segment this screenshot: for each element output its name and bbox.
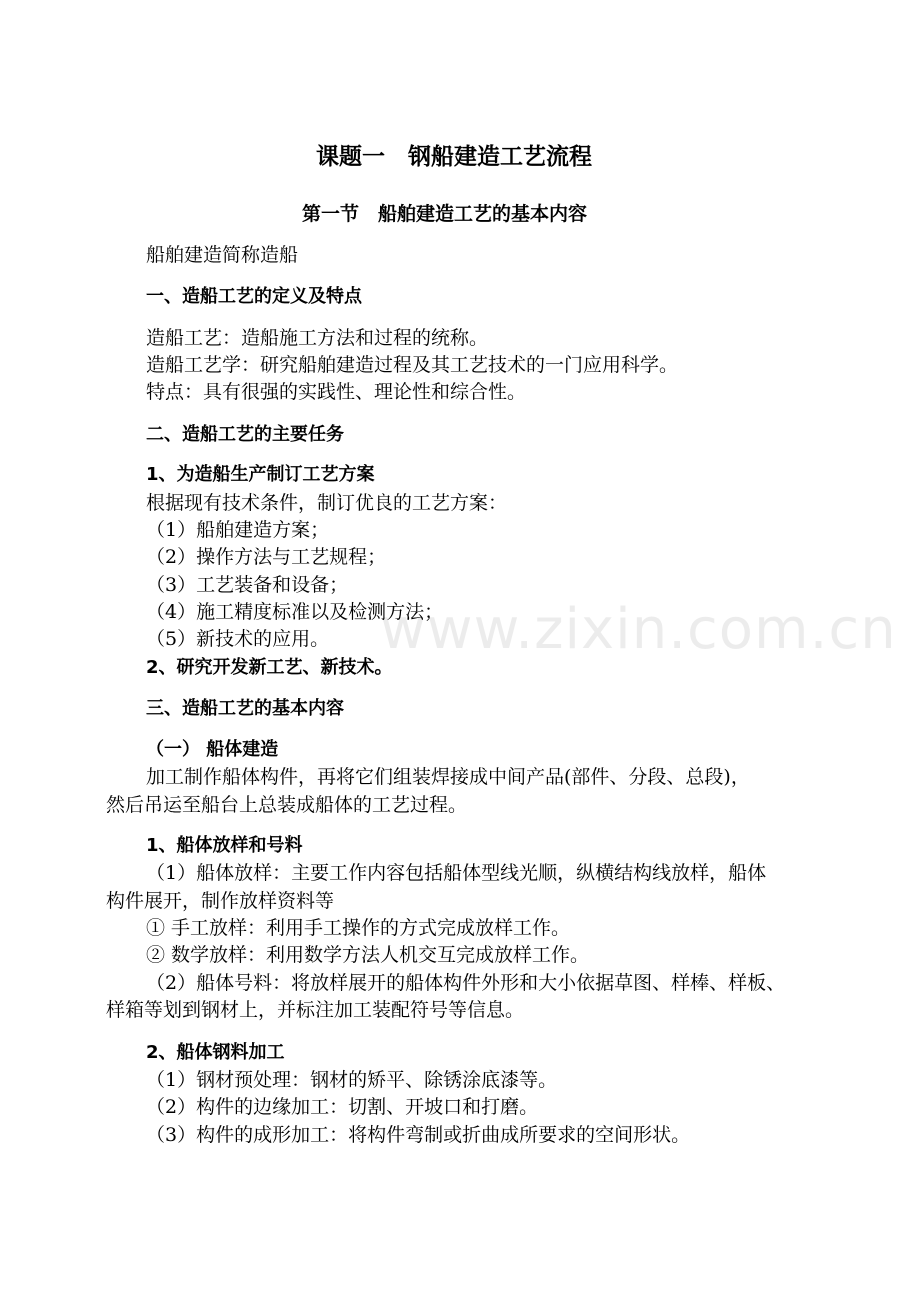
item2-line: （1）钢材预处理：钢材的矫平、除锈涂底漆等。 xyxy=(146,1069,558,1091)
task1-item: （4）施工精度标准以及检测方法； xyxy=(146,601,444,623)
item1-text: 样箱等划到钢材上，并标注加工装配符号等信息。 xyxy=(106,999,525,1021)
part3-desc-line: 然后吊运至船台上总装成船体的工艺过程。 xyxy=(106,794,468,816)
task1-item: （2）操作方法与工艺规程； xyxy=(146,546,387,568)
part1-line: 特点：具有很强的实践性、理论性和综合性。 xyxy=(146,381,527,403)
item2-line: （3）构件的成形加工：将构件弯制或折曲成所要求的空间形状。 xyxy=(146,1124,691,1146)
part3-heading: 三、造船工艺的基本内容 xyxy=(146,698,344,719)
item2-heading: 2、船体钢料加工 xyxy=(146,1042,285,1063)
item1-text: ① 手工放样：利用手工操作的方式完成放样工作。 xyxy=(146,917,571,939)
item1-text: 构件展开，制作放样资料等 xyxy=(106,890,335,912)
part1-heading: 一、造船工艺的定义及特点 xyxy=(146,286,362,307)
document-title: 课题一 钢船建造工艺流程 xyxy=(316,144,592,170)
section-title: 第一节 船舶建造工艺的基本内容 xyxy=(302,203,588,225)
task1-item: （1）船舶建造方案； xyxy=(146,519,330,541)
task2-heading: 2、研究开发新工艺、新技术。 xyxy=(146,657,393,678)
part2-heading: 二、造船工艺的主要任务 xyxy=(146,424,344,445)
task1-item: （5）新技术的应用。 xyxy=(146,628,330,650)
watermark: www.zixin.com.cn xyxy=(380,597,897,662)
part3-subheading: （一） 船体建造 xyxy=(146,739,279,760)
part1-line: 造船工艺：造船施工方法和过程的统称。 xyxy=(146,327,489,349)
part3-desc-line: 加工制作船体构件，再将它们组装焊接成中间产品(部件、分段、总段)， xyxy=(146,766,750,788)
item1-text: （2）船体号料：将放样展开的船体构件外形和大小依据草图、样棒、样板、 xyxy=(146,972,786,994)
item1-text: （1）船体放样：主要工作内容包括船体型线光顺，纵横结构线放样，船体 xyxy=(146,862,767,884)
task1-item: （3）工艺装备和设备； xyxy=(146,574,349,596)
item2-line: （2）构件的边缘加工：切割、开坡口和打磨。 xyxy=(146,1096,539,1118)
part1-line: 造船工艺学：研究船舶建造过程及其工艺技术的一门应用科学。 xyxy=(146,354,679,376)
item1-heading: 1、船体放样和号料 xyxy=(146,835,303,856)
task1-lead: 根据现有技术条件，制订优良的工艺方案： xyxy=(146,492,508,514)
intro-text: 船舶建造简称造船 xyxy=(146,244,299,266)
task1-heading: 1、为造船生产制订工艺方案 xyxy=(146,464,375,485)
item1-text: ② 数学放样：利用数学方法人机交互完成放样工作。 xyxy=(146,944,590,966)
